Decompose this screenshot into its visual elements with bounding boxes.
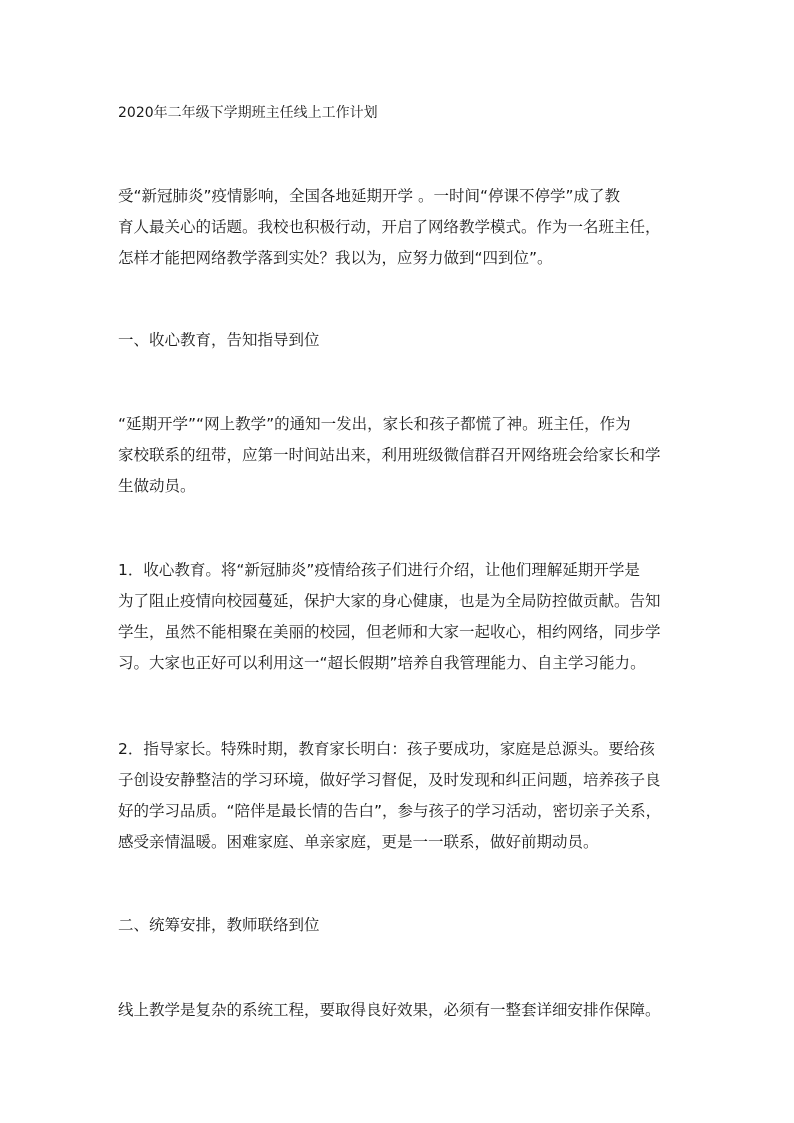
document-title: 2020年二年级下学期班主任线上工作计划 [118,105,378,121]
paragraph-line: 2．指导家长。特殊时期，教育家长明白：孩子要成功，家庭是总源头。要给孩 [118,740,655,758]
paragraph-line: 感受亲情温暖。困难家庭、单亲家庭，更是一一联系，做好前期动员。 [118,833,599,851]
paragraph-line: 怎样才能把网络教学落到实处？我以为，应努力做到“四到位”。 [118,249,553,267]
paragraph-line: 子创设安静整洁的学习环境，做好学习督促，及时发现和纠正问题，培养孩子良 [118,771,661,789]
paragraph-line: 好的学习品质。“陪伴是最长情的告白”，参与孩子的学习活动，密切亲子关系， [118,802,662,820]
section2-paragraph [118,995,688,1026]
intro-paragraph [118,181,688,274]
paragraph-line: 为了阻止疫情向校园蔓延，保护大家的身心健康，也是为全局防控做贡献。告知 [118,592,661,610]
list-item-1 [118,555,688,679]
paragraph-line: 生做动员。 [118,477,196,495]
paragraph-line: 受“新冠肺炎”疫情影响，全国各地延期开学 。一时间“停课不停学”成了教 [118,187,621,205]
section-heading-1: 一、收心教育，告知指导到位 [118,331,320,349]
paragraph-line: “延期开学”“网上教学”的通知一发出，家长和孩子都慌了神。班主任，作为 [118,415,631,433]
paragraph-line: 育人最关心的话题。我校也积极行动，开启了网络教学模式。作为一名班主任， [118,218,661,236]
list-item-2 [118,734,688,858]
paragraph-line: 家校联系的纽带，应第一时间站出来，利用班级微信群召开网络班会给家长和学 [118,446,661,464]
paragraph-line: 1．收心教育。将“新冠肺炎”疫情给孩子们进行介绍，让他们理解延期开学是 [118,561,640,579]
paragraph-line: 线上教学是复杂的系统工程，要取得良好效果，必须有一整套详细安排作保障。 [118,1001,661,1019]
paragraph-line: 习。大家也正好可以利用这一“超长假期”培养自我管理能力、自主学习能力。 [118,654,646,672]
paragraph-line: 学生，虽然不能相聚在美丽的校园，但老师和大家一起收心，相约网络，同步学 [118,623,661,641]
section1-paragraph [118,409,688,502]
section-heading-2: 二、统筹安排，教师联络到位 [118,916,320,934]
